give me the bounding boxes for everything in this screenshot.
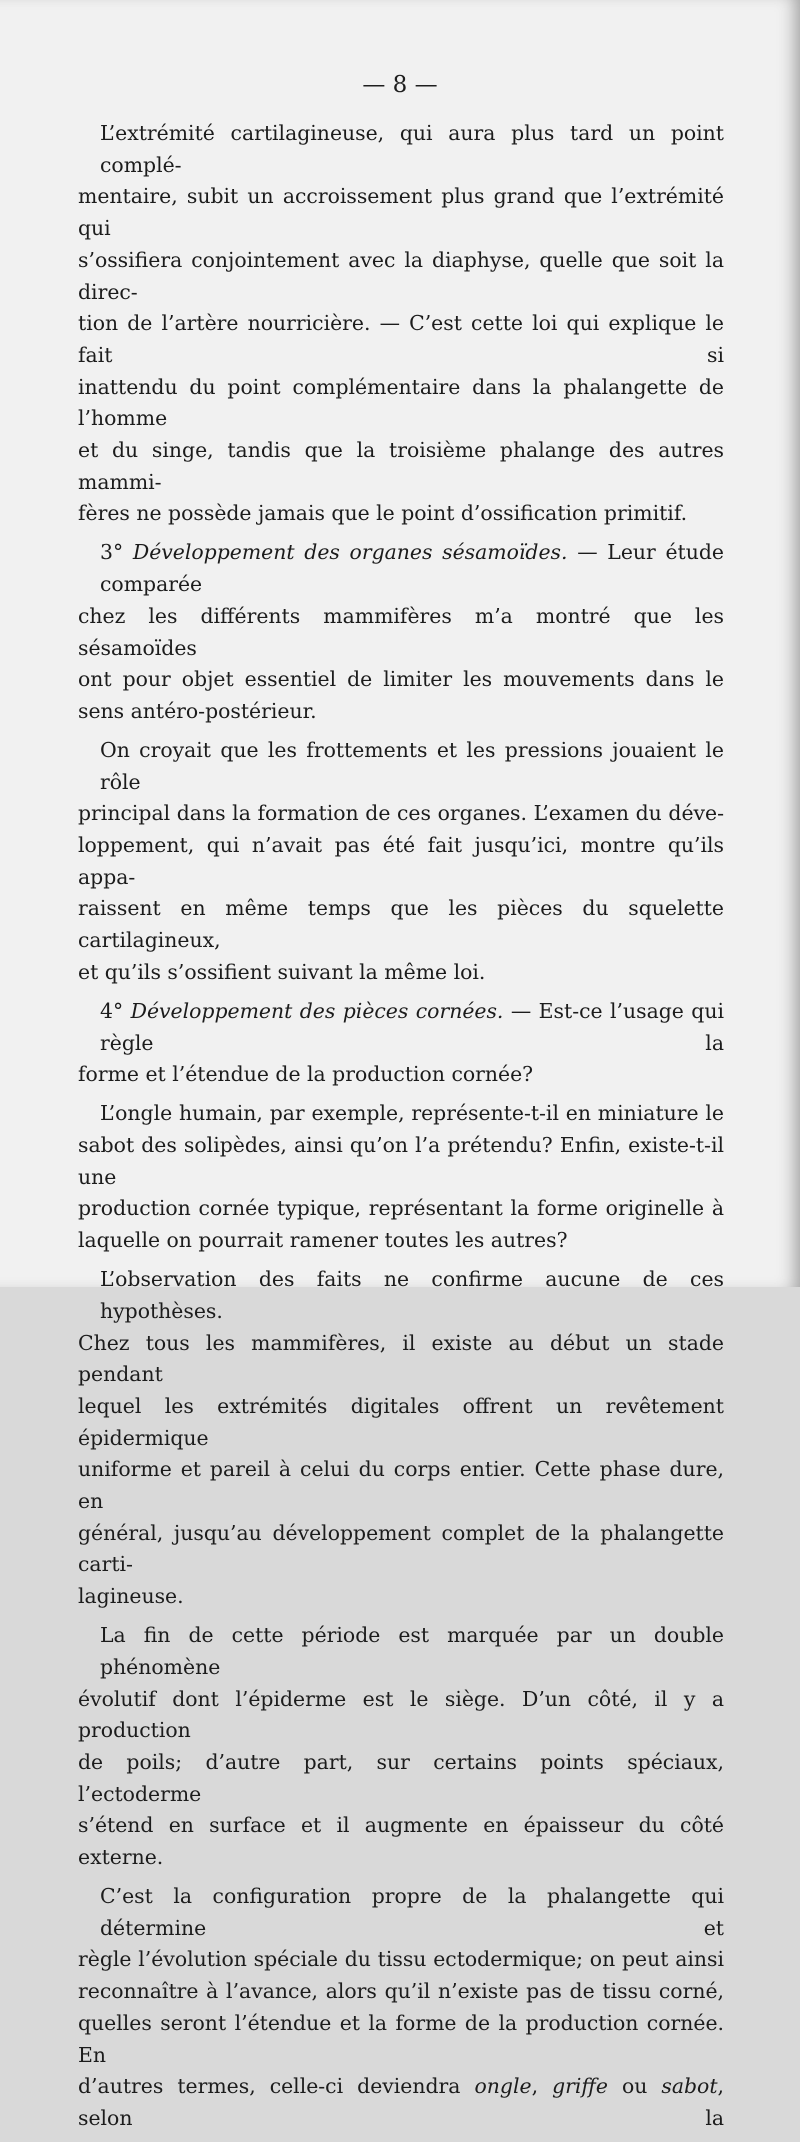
body-text — [78, 118, 724, 2142]
paragraph-8 — [78, 1881, 724, 2135]
text-fragment: d’autres termes, celle-ci deviendra — [78, 2074, 475, 2099]
text-line: La fin de cette période est marquée par un double phénomène — [100, 1623, 724, 1679]
text-line: inattendu du point complémentaire dans la phalangette de l’homme — [78, 374, 724, 431]
text-line: L’ongle humain, par exemple, représente-t-il en miniature le — [100, 1101, 724, 1126]
text-line: lagineuse. — [78, 1584, 184, 1609]
text-line: évolutif dont l’épiderme est le siège. D’un côté, il y a production — [78, 1686, 724, 1743]
text-line: loppement, qui n’avait pas été fait jusqu’ici, montre qu’ils appa- — [78, 833, 724, 889]
text-line: s’ossifiera conjointement avec la diaphyse, quelle que soit la direc- — [78, 247, 724, 304]
text-fragment: , selon la — [78, 2074, 725, 2130]
text-line: raissent en même temps que les pièces du squelette cartilagineux, — [78, 896, 724, 953]
paragraph-2 — [78, 537, 724, 727]
text-line: Chez tous les mammifères, il existe au début un stade pendant — [78, 1330, 724, 1387]
text-line: lequel les extrémités digitales offrent un revêtement épidermique — [78, 1393, 724, 1450]
section-lead-text: — Est-ce l’usage qui règle la — [100, 998, 725, 1055]
text-line: quelles seront l’étendue et la forme de la production cornée. En — [78, 2010, 724, 2067]
text-line: fères ne possède jamais que le point d’ossification primitif. — [78, 501, 688, 526]
text-line: L’observation des faits ne confirme aucune de ces hypothèses. — [100, 1267, 724, 1323]
paragraph-6 — [78, 1264, 724, 1613]
section-number: 4° — [100, 998, 124, 1023]
text-fragment: ou — [607, 2074, 662, 2099]
section-lead-text: — Leur étude comparée — [100, 540, 725, 597]
text-line: règle l’évolution spéciale du tissu ectodermique; on peut ainsi — [78, 1947, 724, 1972]
text-line: ont pour objet essentiel de limiter les mouvements dans le — [78, 667, 724, 692]
section-heading-line — [78, 537, 724, 600]
paragraph-3 — [78, 735, 724, 989]
paragraph-1 — [78, 118, 724, 530]
italic-term-griffe: griffe — [552, 2074, 608, 2099]
text-line: C’est la configuration propre de la phalangette qui détermine et — [100, 1884, 724, 1940]
section-heading-line — [78, 996, 724, 1059]
text-line: sens antéro-postérieur. — [78, 698, 317, 723]
italic-term-sabot: sabot — [661, 2074, 718, 2099]
text-line: L’extrémité cartilagineuse, qui aura plus tard un point complé- — [100, 121, 724, 177]
text-line: reconnaître à l’avance, alors qu’il n’existe pas de tissu corné, — [78, 1979, 724, 2004]
text-line: laquelle on pourrait ramener toutes les autres? — [78, 1228, 568, 1253]
text-fragment: , — [531, 2074, 553, 2099]
text-line: et qu’ils s’ossifient suivant la même loi. — [78, 959, 486, 984]
text-line: s’étend en surface et il augmente en épaisseur du côté externe. — [78, 1813, 724, 1870]
text-line-final — [78, 2071, 724, 2134]
text-line: sabot des solipèdes, ainsi qu’on l’a prétendu? Enfin, existe-t-il une — [78, 1132, 724, 1189]
text-line: de poils; d’autre part, sur certains points spéciaux, l’ectoderme — [78, 1749, 724, 1806]
section-number: 3° — [100, 540, 124, 565]
text-line: chez les différents mammifères m’a montré que les sésamoïdes — [78, 603, 724, 660]
text-line: On croyait que les frottements et les pressions jouaient le rôle — [100, 737, 724, 794]
paragraph-7 — [78, 1620, 724, 1874]
text-line: forme et l’étendue de la production cornée? — [78, 1062, 534, 1087]
text-line: et du singe, tandis que la troisième phalange des autres mammi- — [78, 438, 724, 494]
italic-term-ongle: ongle — [474, 2074, 532, 2099]
text-line: principal dans la formation de ces organes. L’examen du déve- — [78, 801, 724, 826]
text-line: production cornée typique, représentant la forme originelle à — [78, 1196, 724, 1221]
section-title: Développement des pièces cornées. — [130, 998, 504, 1023]
section-title: Développement des organes sésamoïdes. — [132, 540, 568, 565]
text-line: mentaire, subit un accroissement plus grand que l’extrémité qui — [78, 184, 724, 241]
text-line: tion de l’artère nourricière. — C’est cette loi qui explique le fait si — [78, 311, 724, 367]
paragraph-4 — [78, 996, 724, 1091]
text-line: uniforme et pareil à celui du corps entier. Cette phase dure, en — [78, 1457, 724, 1514]
paragraph-5 — [78, 1098, 724, 1257]
text-line: général, jusqu’au développement complet de la phalangette carti- — [78, 1520, 724, 1577]
page-number: — 8 — — [362, 72, 438, 98]
